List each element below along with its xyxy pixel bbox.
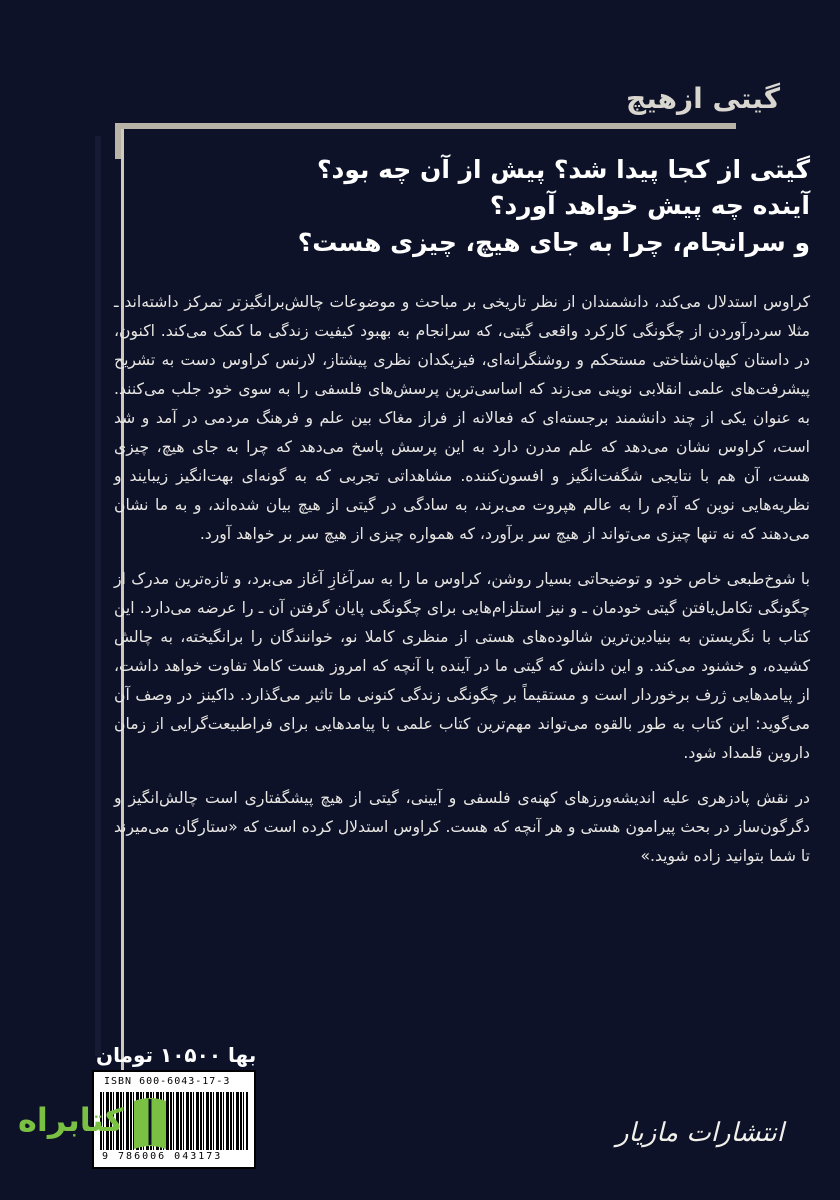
- spine-strip: [95, 136, 101, 1056]
- question-line: و سرانجام، چرا به جای هیچ، چیزی هست؟: [297, 227, 810, 257]
- badge-label: کتابراه: [18, 1101, 124, 1139]
- blurb-paragraph: با شوخ‌طبعی خاص خود و توضیحاتی بسیار روشن، کراوس ما را به سرآغازِ آغاز می‌برد، و تازه‌ترین مدرک از چگونگی تکامل‌یافتن گیتی خودمان ـ و نیز استلزام‌هایی برای چگونگی پایان گرفتن آن ـ را عرضه می‌دارد. این کتاب با نگریستن به بنیادین‌ترین شالوده‌های هستی از منظری کاملا نو، خوانندگان را برانگیخته، به چالش کشیده، و خشنود می‌کند. و این دانش که گیتی ما در آینده با آنچه که امروز هست کاملا تفاوت خواهد داشت، از پیامدهایی ژرف برخوردار است و مستقیماً بر چگونگی زندگی کنونی ما تاثیر می‌گذارد. داکینز در وصف آن می‌گوید: این کتاب به طور بالقوه می‌تواند مهم‌ترین کتاب علمی با پیامدهایی برای فراطبیعت‌گرایی از زمان داروین قلمداد شود.: [114, 570, 810, 762]
- book-icon: [130, 1095, 170, 1159]
- headline-questions: [170, 152, 810, 261]
- isbn-text: ISBN 600-6043-17-3: [104, 1076, 231, 1087]
- blurb-paragraph: در نقش پادزهری علیه اندیشه‌ورزهای کهنه‌ی فلسفی و آیینی، گیتی از هیچ پیشگفتاری است چالش‌انگیز و دگرگون‌ساز در بحث پیرامون هستی و هر آنچه که هست. کراوس استدلال کرده است که «ستارگان می‌میرند تا شما بتوانید زاده شوید.»: [114, 789, 810, 865]
- question-line: آینده چه پیش خواهد آورد؟: [489, 191, 810, 221]
- question-line: گیتی از کجا پیدا شد؟ پیش از آن چه بود؟: [317, 155, 810, 184]
- ean-number: 9 786006 043173: [102, 1151, 223, 1162]
- publisher-name: انتشارات مازیار: [615, 1118, 784, 1148]
- book-title: گیتی ازهیچ: [626, 82, 780, 115]
- price-label: بها ۱۰۵۰۰ تومان: [96, 1043, 257, 1067]
- blurb-text: [114, 288, 810, 887]
- blurb-paragraph: کراوس استدلال می‌کند، دانشمندان از نظر تاریخی بر مباحث و موضوعات چالش‌برانگیزتر تمرکز داشته‌اند ـ مثلا سردرآوردن از چگونگی کارکرد واقعی گیتی، که سرانجام به بهبود کیفیت زندگی ما کمک می‌کند. اکنون، در داستان کیهان‌شناختی مستحکم و روشنگرانه‌ای، فیزیکدان نظری پیشتاز، لارنس کراوس دست به تشریح پیشرفت‌های علمی انقلابی نوینی می‌زند که اساسی‌ترین پرسش‌های فلسفی را به سوی خود جلب می‌کنند. به عنوان یکی از چند دانشمند برجسته‌ای که فعالانه از فراز مغاک بین علم و فرهنگ مردمی در آمد و شد است، کراوس نشان می‌دهد که علم مدرن دارد به این پرسش پاسخ می‌دهد که چرا به جای هیچ، چیزی هست، آن هم با نتایجی شگفت‌انگیز و افسون‌کننده. مشاهداتی تجربی که به گونه‌ای بهت‌انگیز زیبایند و نظریه‌هایی نوین که آدم را به عالم هپروت می‌برند، به سادگی در گیتی از هیچ بیان شده‌اند، و به ما نشان می‌دهند که نه تنها چیزی می‌تواند از هیچ سر برآورد، که همواره چیزی از هیچ سر بر خواهد آورد.: [114, 293, 810, 543]
- ketabrah-badge[interactable]: [8, 1093, 168, 1157]
